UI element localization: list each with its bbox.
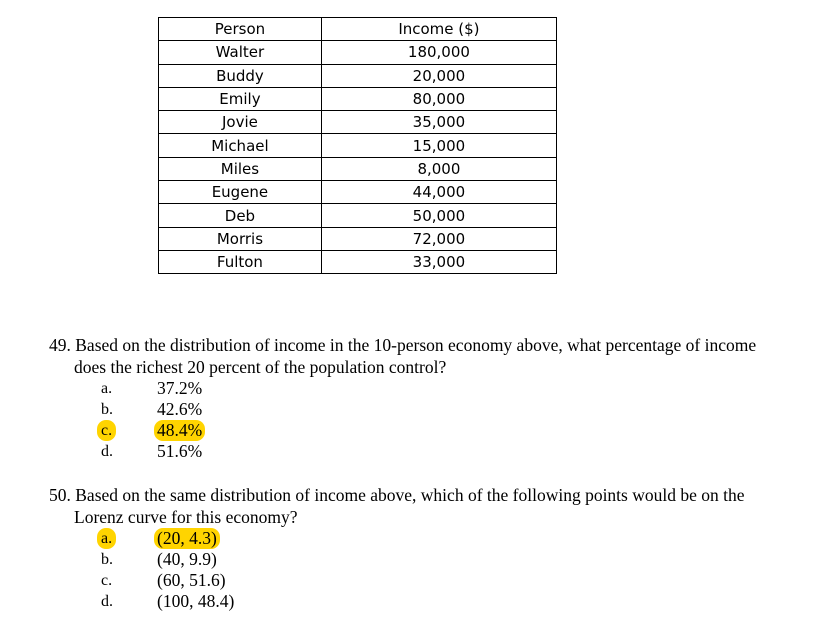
option-letter-highlighted: a. bbox=[97, 528, 116, 549]
income-table bbox=[158, 17, 557, 274]
question-50 bbox=[49, 484, 769, 612]
income-cell: 80,000 bbox=[321, 87, 556, 110]
option-c bbox=[49, 570, 769, 591]
table-row bbox=[159, 134, 557, 157]
table-row bbox=[159, 87, 557, 110]
option-a bbox=[49, 528, 769, 549]
question-number: 50. bbox=[49, 485, 71, 505]
person-cell: Deb bbox=[159, 204, 322, 227]
table-header-row bbox=[159, 18, 557, 41]
person-cell: Michael bbox=[159, 134, 322, 157]
option-text-highlighted: (20, 4.3) bbox=[154, 528, 220, 549]
table-row bbox=[159, 64, 557, 87]
option-letter: c. bbox=[101, 572, 113, 589]
header-person: Person bbox=[159, 18, 322, 41]
income-cell: 33,000 bbox=[321, 250, 556, 273]
table-row bbox=[159, 227, 557, 250]
question-prompt: Based on the same distribution of income above, which of the following points would be on the Lorenz curve for this economy? bbox=[74, 485, 745, 527]
option-text: (100, 48.4) bbox=[157, 591, 235, 611]
person-cell: Fulton bbox=[159, 250, 322, 273]
option-text: 51.6% bbox=[157, 441, 203, 461]
question-number: 49. bbox=[49, 335, 71, 355]
table-row bbox=[159, 250, 557, 273]
option-d bbox=[49, 591, 769, 612]
question-text bbox=[49, 484, 769, 528]
option-letter: b. bbox=[101, 551, 113, 568]
table-row bbox=[159, 41, 557, 64]
table-row bbox=[159, 111, 557, 134]
table-row bbox=[159, 157, 557, 180]
question-prompt: Based on the distribution of income in the 10-person economy above, what percentage of income does the richest 20 percent of the population control? bbox=[74, 335, 757, 377]
option-d bbox=[49, 441, 769, 462]
table-row bbox=[159, 204, 557, 227]
option-text: (40, 9.9) bbox=[157, 549, 217, 569]
income-cell: 72,000 bbox=[321, 227, 556, 250]
option-letter: d. bbox=[101, 443, 113, 460]
option-text-highlighted: 48.4% bbox=[154, 420, 205, 441]
person-cell: Morris bbox=[159, 227, 322, 250]
person-cell: Miles bbox=[159, 157, 322, 180]
income-cell: 15,000 bbox=[321, 134, 556, 157]
option-letter: d. bbox=[101, 593, 113, 610]
option-text: 37.2% bbox=[157, 378, 203, 398]
person-cell: Eugene bbox=[159, 181, 322, 204]
option-text: (60, 51.6) bbox=[157, 570, 226, 590]
income-cell: 180,000 bbox=[321, 41, 556, 64]
header-income: Income ($) bbox=[321, 18, 556, 41]
person-cell: Jovie bbox=[159, 111, 322, 134]
question-49 bbox=[49, 334, 769, 462]
income-cell: 35,000 bbox=[321, 111, 556, 134]
person-cell: Walter bbox=[159, 41, 322, 64]
answer-options bbox=[49, 378, 769, 462]
table-row bbox=[159, 181, 557, 204]
person-cell: Buddy bbox=[159, 64, 322, 87]
question-text bbox=[49, 334, 769, 378]
option-c bbox=[49, 420, 769, 441]
option-letter: a. bbox=[101, 380, 113, 397]
option-letter-highlighted: c. bbox=[97, 420, 116, 441]
person-cell: Emily bbox=[159, 87, 322, 110]
income-cell: 44,000 bbox=[321, 181, 556, 204]
option-text: 42.6% bbox=[157, 399, 203, 419]
income-cell: 20,000 bbox=[321, 64, 556, 87]
table-body bbox=[159, 41, 557, 274]
option-letter: b. bbox=[101, 401, 113, 418]
option-a bbox=[49, 378, 769, 399]
income-cell: 8,000 bbox=[321, 157, 556, 180]
table-header bbox=[159, 18, 557, 41]
option-b bbox=[49, 399, 769, 420]
option-b bbox=[49, 549, 769, 570]
income-cell: 50,000 bbox=[321, 204, 556, 227]
answer-options bbox=[49, 528, 769, 612]
